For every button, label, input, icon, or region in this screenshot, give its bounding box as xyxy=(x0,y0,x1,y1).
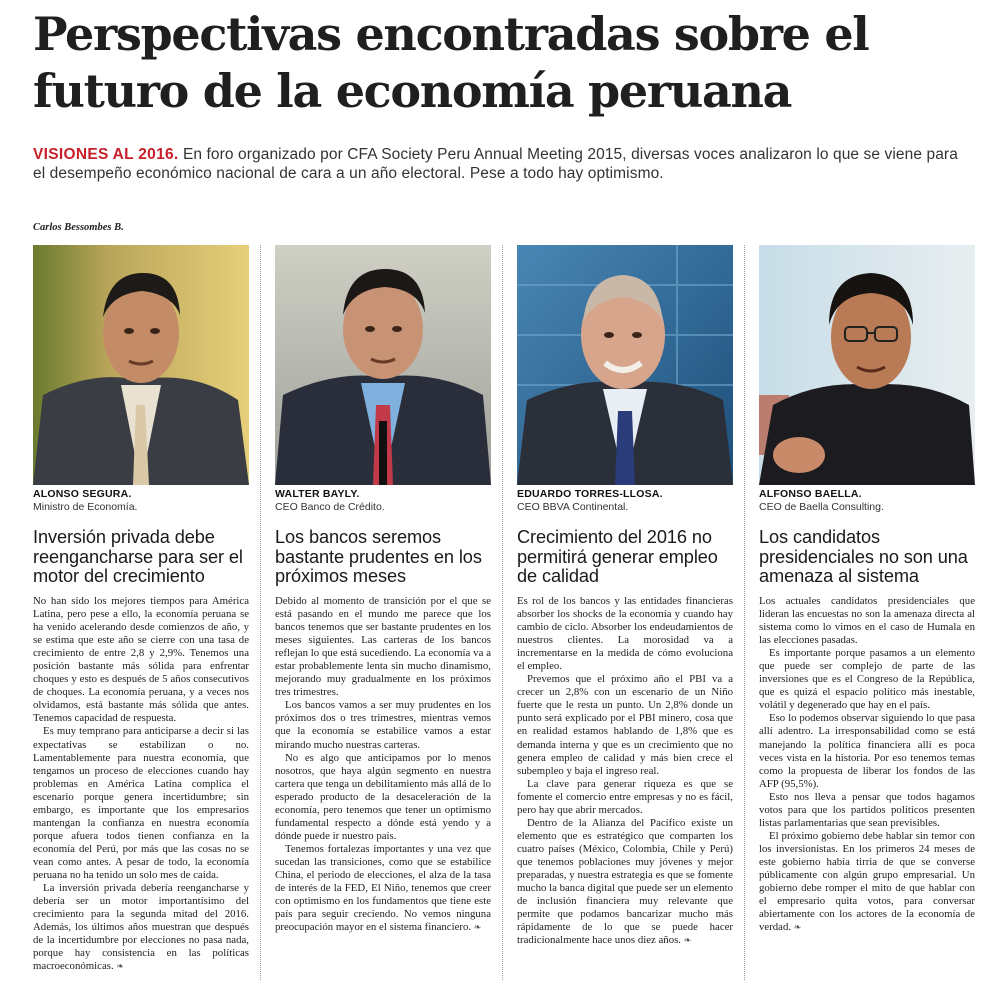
column-divider xyxy=(502,245,503,980)
paragraph: Es muy temprano para anticiparse a decir si las expectativas se estabilizan o no. Lamentablemente para nuestra economía, que tengamos un proceso de elecciones cuando hay problemas en América Latina complica el escenario porque genera incertidumbre; sin embargo, es importante que los empresarios mantengan la confianza en nuestra economía porque afuera todos tienen confianza en la economía del Perú, por más que las cosas no se vean como antes. A pesar de todo, la economía peruana no ha tenido un solo mes de caída. xyxy=(33,725,249,881)
end-mark-icon: ❧ xyxy=(793,922,802,933)
column-body xyxy=(759,595,975,934)
end-mark-icon: ❧ xyxy=(473,922,482,933)
paragraph: Dentro de la Alianza del Pacífico existe un elemento que es estratégico que comparten los cuatro países (México, Colombia, Chile y Perú) que tenemos poblaciones muy jóvenes y mejor preparadas, y nuestra estrategia es que se fomente mucho la banca digital que puede ser un elemento de inclusión financiera muy relevante que permite que podamos bancarizar mucho más rápidamente de lo que se puede hacer tradicionalmente hace unos diez años. ❧ xyxy=(517,816,733,947)
lead-text: En foro organizado por CFA Society Peru Annual Meeting 2015, diversas voces analizaron lo que se viene para el desempeño económico nacional de cara a un año electoral. Pese a todo hay optimismo. xyxy=(33,146,958,182)
speaker-name: EDUARDO TORRES-LLOSA. xyxy=(517,488,663,500)
column-heading: Los candidatos presidenciales no son una amenaza al sistema xyxy=(759,527,968,586)
column-heading: Crecimiento del 2016 no permitirá generar empleo de calidad xyxy=(517,527,718,586)
paragraph: No es algo que anticipamos por lo menos nosotros, que haya algún segmento en nuestra cartera que tenga un debilitamiento más allá de lo esperado producto de la desaceleración de la economía, pero tenemos que tener un optimismo fundamental respecto a dónde está yendo y a dónde puede ir nuestro país. xyxy=(275,751,491,842)
lead-kicker: VISIONES AL 2016. xyxy=(33,146,179,163)
paragraph: Debido al momento de transición por el que se está pasando en el mundo me parece que los bancos tenemos que ser bastante prudentes en los meses siguientes. Las carteras de los bancos reflejan lo que está sucediendo. La economía va a estar probablemente lenta sin mucho dinamismo, mejorando muy gradualmente en los próximos tres trimestres. xyxy=(275,595,491,699)
paragraph: Los bancos vamos a ser muy prudentes en los próximos dos o tres trimestres, mientras vemos que la economía se estabilice vamos a estar mirando mucho nuestras carteras. xyxy=(275,699,491,751)
speaker-name: ALFONSO BAELLA. xyxy=(759,488,862,500)
speaker-role: CEO Banco de Crédito. xyxy=(275,501,385,513)
paragraph: Tenemos fortalezas importantes y una vez que sucedan las transiciones, como que se estabilice China, el periodo de elecciones, el alza de la tasa de interés de la FED, El Niño, tenemos que creer con optimismo en los fundamentos que tiene este país para seguir creciendo. No vemos ninguna preocupación mayor en el sistema financiero. ❧ xyxy=(275,842,491,934)
paragraph: El próximo gobierno debe hablar sin temor con los inversionistas. En los primeros 24 meses de este gobierno había tirria de que se converse públicamente con algún grupo empresarial. Un gobierno debe romper el mito de que hablar con el empresario quita votos, para conversar abiertamente con los actores de la economía de verdad. ❧ xyxy=(759,829,975,934)
paragraph: Esto nos lleva a pensar que todos hagamos votos para que los partidos políticos presenten listas parlamentarias que sean previsibles. xyxy=(759,790,975,829)
portrait-photo xyxy=(275,245,491,485)
speaker-name: WALTER BAYLY. xyxy=(275,488,360,500)
speaker-name: ALONSO SEGURA. xyxy=(33,488,132,500)
column-body xyxy=(275,595,491,934)
speaker-role: CEO BBVA Continental. xyxy=(517,501,629,513)
paragraph: La inversión privada debería reengancharse y debería ser un motor importantísimo del crecimiento para la segunda mitad del 2016. Además, los últimos años muestran que después de la incertidumbre por elecciones no pasa nada, porque hay consistencia en las políticas macroeconómicas. ❧ xyxy=(33,882,249,973)
portrait-photo xyxy=(33,245,249,485)
headline: Perspectivas encontradas sobre el futuro de la economía peruana xyxy=(33,7,869,118)
speaker-role: CEO de Baella Consulting. xyxy=(759,501,884,513)
column-bayly xyxy=(275,245,491,990)
paragraph: Es importante porque pasamos a un elemento que puede ser complejo de parte de las inversiones que es el Congreso de la República, que es quizá el espacio político más inestable, volátil y degenerado que hay en el país. xyxy=(759,647,975,712)
portrait-photo xyxy=(759,245,975,485)
paragraph: Es rol de los bancos y las entidades financieras absorber los shocks de la economía y cuando hay cambio de ciclo. Absorber los endeudamientos de nuestros clientes. La morosidad va a incrementarse en la medida de cómo evoluciona el empleo. xyxy=(517,595,733,673)
end-mark-icon: ❧ xyxy=(116,961,124,972)
column-segura xyxy=(33,245,249,990)
speaker-role: Ministro de Economía. xyxy=(33,501,138,513)
byline: Carlos Bessombes B. xyxy=(33,222,124,233)
column-divider xyxy=(260,245,261,980)
paragraph: Prevemos que el próximo año el PBI va a crecer un 2,8% con un escenario de un Niño fuerte que le resta un punto. Un 2,8% donde un punto será explicado por el PBI minero, cosa que en realidad estamos hablando de 1,8% que es demanda interna y que es un crecimiento que no genera empleo de calidad y más bien crece el subempleo y baja el ingreso real. xyxy=(517,673,733,777)
paragraph: Los actuales candidatos presidenciales que lideran las encuestas no son la amenaza directa al sistema como lo vimos en el caso de Humala en las elecciones pasadas. xyxy=(759,595,975,647)
column-heading: Los bancos seremos bastante prudentes en los próximos meses xyxy=(275,527,482,586)
portrait-photo xyxy=(517,245,733,485)
lead-paragraph xyxy=(33,145,973,183)
column-body xyxy=(33,595,249,973)
paragraph: Eso lo podemos observar siguiendo lo que pasa allí adentro. La irresponsabilidad como se está manejando la política financiera allí es poca veces vista en la historia. Por eso tenemos temas como la propuesta de liberar los fondos de las AFP (95,5%). xyxy=(759,712,975,790)
column-torres-llosa xyxy=(517,245,733,990)
end-mark-icon: ❧ xyxy=(683,935,692,946)
column-baella xyxy=(759,245,975,990)
column-divider xyxy=(744,245,745,980)
paragraph: La clave para generar riqueza es que se fomente el comercio entre empresas y no es fácil, pero hay que abrir mercados. xyxy=(517,777,733,816)
column-body xyxy=(517,595,733,947)
column-heading: Inversión privada debe reengancharse para ser el motor del crecimiento xyxy=(33,527,243,586)
paragraph: No han sido los mejores tiempos para América Latina, pero pese a ello, la economía peruana se ha venido acelerando desde comienzos de año, y se estima que este año se cierre con una tasa de crecimiento de entre 2,8 y 2,9%. Tenemos una posición bastante más sólida para enfrentar choques y esto es después de 5 años consecutivos de choques. La economía peruana, y a veces nos olvidamos, está bastante más sólida que antes. Tenemos capacidad de respuesta. xyxy=(33,595,249,725)
